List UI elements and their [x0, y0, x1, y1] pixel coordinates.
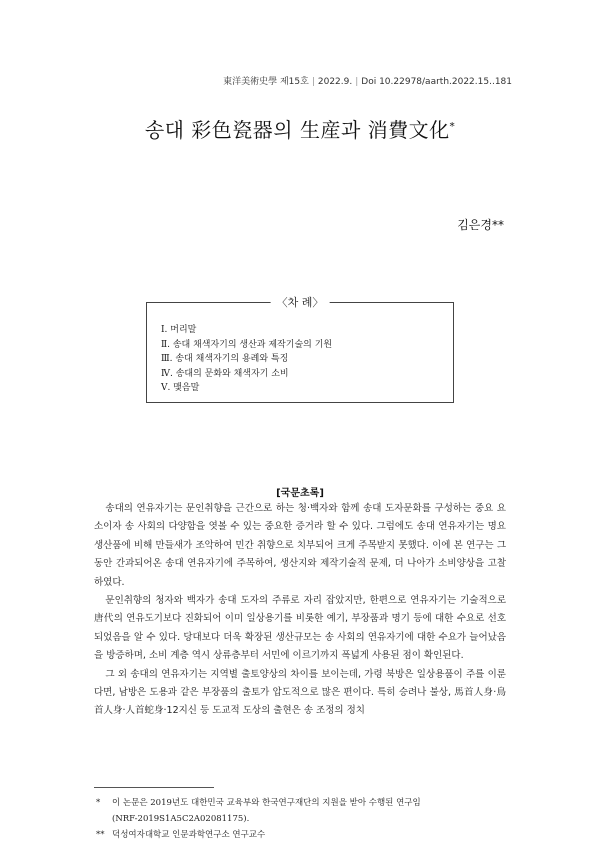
toc-item: Ⅱ. 송대 채색자기의 생산과 제작기술의 기원: [161, 339, 333, 350]
toc-title: 〈차 례〉: [271, 294, 330, 310]
table-of-contents: [146, 296, 454, 403]
journal-name: 東洋美術史學: [223, 77, 278, 87]
abstract-paragraph: 문인취향의 청자와 백자가 송대 도자의 주류로 자리 잡았지만, 한편으로 연유자기는 기술적으로 唐代의 연유도기보다 진화되어 이미 일상용기를 비롯한 예기, 부장품과 명기 등에 대한 수요로 선호되었음을 알 수 있다. 당대보다 더욱 확장된 생산규모는 송 사회의 연유자기에 대한 수요가 늘어났음을 방증하며, 소비 계층 역시 상류층부터 서민에 이르기까지 폭넓게 사용된 점이 확인된다.: [94, 595, 506, 662]
paper-title-text: 송대 彩色瓷器의 生産과 消費文化: [144, 118, 450, 142]
footnote-text: 덕성여자대학교 인문과학연구소 연구교수: [112, 830, 266, 840]
abstract-paragraph: 송대의 연유자기는 문인취향을 근간으로 하는 청·백자와 함께 송대 도자문화를 구성하는 중요 요소이자 송 사회의 다양함을 엿볼 수 있는 중요한 증거라 할 수 있다. 그럼에도 송대 연유자기는 명요 생산품에 비해 만들새가 조악하여 민간 취향으로 치부되어 크게 주목받지 못했다. 이에 본 연구는 그동안 간과되어온 송대 연유자기에 주목하여, 생산지와 제작기술적 문제, 더 나아가 소비양상을 고찰하였다.: [94, 503, 506, 588]
footnote-1: [96, 795, 516, 811]
abstract-title: [국문초록]: [276, 488, 324, 499]
toc-item: Ⅳ. 송대의 문화와 채색자기 소비: [161, 368, 289, 379]
author-name: 김은경**: [457, 218, 504, 232]
toc-list: [161, 323, 332, 396]
abstract-body: [94, 500, 506, 721]
issue-number: 제15호: [279, 77, 309, 87]
abstract-paragraph: 그 외 송대의 연유자기는 지역별 출토양상의 차이를 보이는데, 가령 북방은 일상용품이 주를 이룬다면, 남방은 도용과 같은 부장품의 출토가 압도적으로 많은 편이다. 특히 승려나 불상, 馬首人身·鳥首人身·人首蛇身·12지신 등 도교적 도상의 출현은 송 조정의 정치: [94, 668, 506, 717]
footnote-mark: *: [96, 798, 101, 808]
footnote-divider: [94, 787, 214, 788]
footnote-continuation: (NRF-2019S1A5C2A02081175).: [112, 814, 250, 824]
paper-title: [0, 114, 600, 143]
toc-item: Ⅲ. 송대 채색자기의 용례와 특징: [161, 354, 289, 364]
running-header: 東洋美術史學 제15호 | 2022.9. | Doi 10.22978/aarth.2022.15..181: [223, 77, 512, 87]
footnote-mark: **: [96, 830, 105, 840]
toc-item: Ⅴ. 맺음말: [161, 383, 200, 393]
issue-date: 2022.9.: [317, 77, 353, 87]
toc-item: Ⅰ. 머리말: [161, 325, 197, 335]
footnotes: [96, 795, 516, 843]
title-footnote-mark: *: [449, 121, 456, 133]
footnote-2: [96, 827, 516, 843]
doi-text: Doi 10.22978/aarth.2022.15..181: [361, 77, 512, 87]
footnote-text: 이 논문은 2019년도 대한민국 교육부와 한국연구재단의 지원을 받아 수행된 연구임: [112, 798, 421, 808]
